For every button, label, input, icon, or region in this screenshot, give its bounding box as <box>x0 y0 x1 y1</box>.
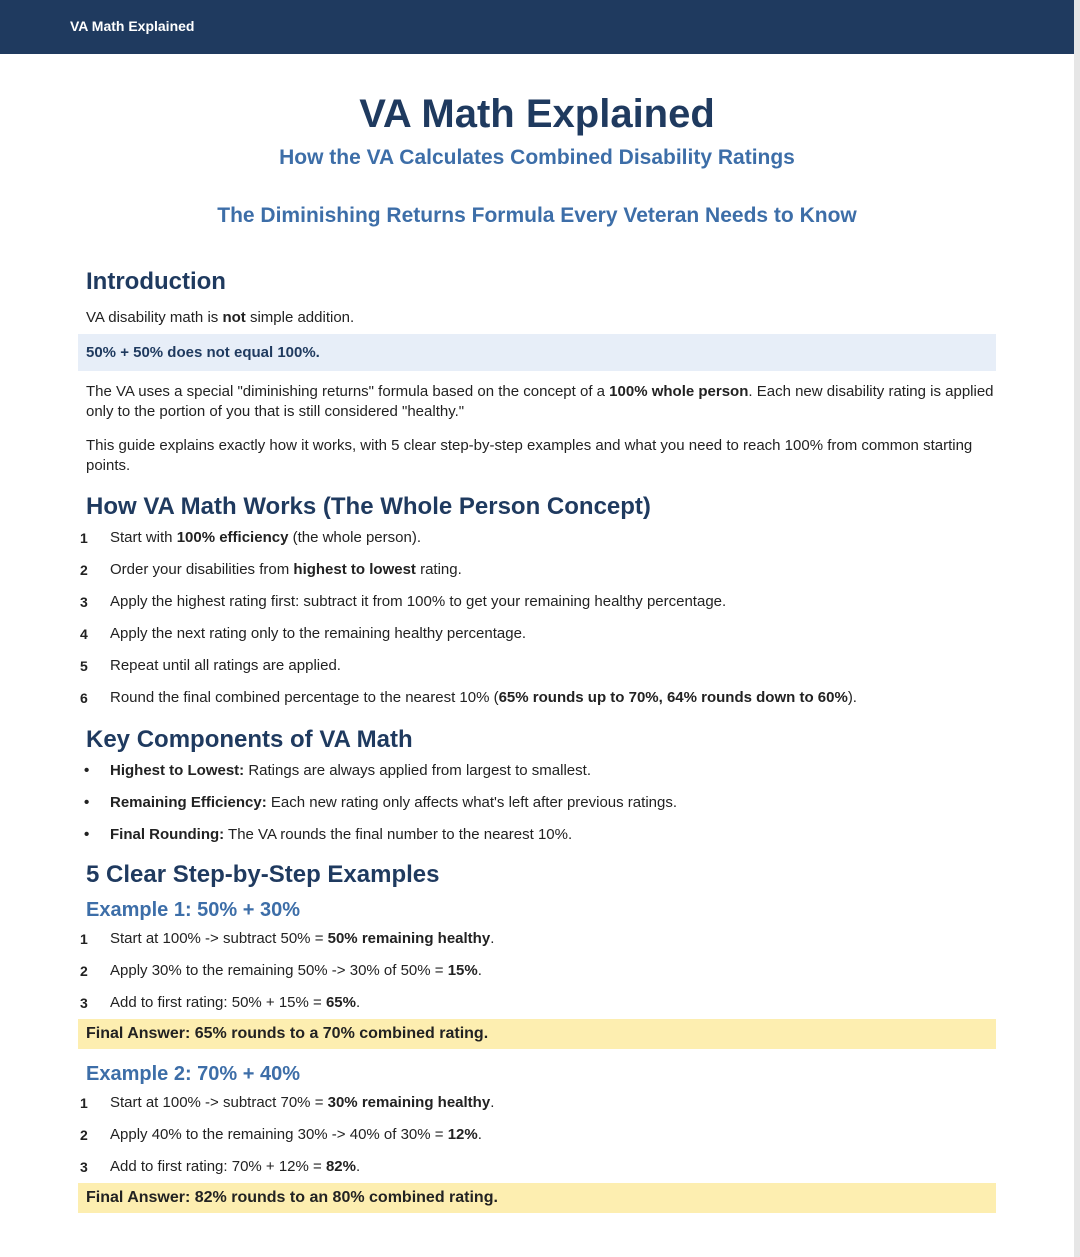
example-steps <box>78 1087 996 1183</box>
step-number: 2 <box>80 963 88 979</box>
step-number: 6 <box>80 690 88 706</box>
component-item: • Final Rounding: The VA rounds the final number to the nearest 10%. <box>78 819 996 851</box>
examples-container <box>78 899 996 1213</box>
example-steps <box>78 923 996 1019</box>
step-number: 5 <box>80 658 88 674</box>
bullet-icon: • <box>84 826 90 843</box>
step-number: 1 <box>80 931 88 947</box>
step-number: 1 <box>80 530 88 546</box>
example-2 <box>78 1063 996 1213</box>
header-brand: VA Math Explained <box>70 18 195 34</box>
final-answer-callout: Final Answer: 82% rounds to an 80% combined rating. <box>78 1183 996 1213</box>
how-step: 1 Start with 100% efficiency (the whole person). <box>78 522 996 554</box>
step-number: 2 <box>80 562 88 578</box>
how-step: 6 Round the final combined percentage to the nearest 10% (65% rounds up to 70%, 64% rounds down to 60%). <box>78 682 996 714</box>
example-step: 3 Add to first rating: 70% + 12% = 82%. <box>78 1151 996 1183</box>
how-step: 5 Repeat until all ratings are applied. <box>78 650 996 682</box>
intro-paragraph-2: The VA uses a special "diminishing returns" formula based on the concept of a 100% whole person. Each new disability rating is applied only to the portion of you that is still considered "healthy." <box>86 383 994 420</box>
step-number: 3 <box>80 995 88 1011</box>
how-heading: How VA Math Works (The Whole Person Concept) <box>86 493 651 520</box>
examples-section <box>78 861 996 1213</box>
intro-line1: VA disability math is not simple addition. <box>86 309 355 326</box>
component-item: • Remaining Efficiency: Each new rating only affects what's left after previous ratings. <box>78 787 996 819</box>
final-answer-callout: Final Answer: 65% rounds to a 70% combined rating. <box>78 1019 996 1049</box>
header-bar <box>0 0 1074 54</box>
example-step: 2 Apply 30% to the remaining 50% -> 30% of 50% = 15%. <box>78 955 996 987</box>
intro-callout: 50% + 50% does not equal 100%. <box>78 334 996 371</box>
bullet-icon: • <box>84 794 90 811</box>
how-step: 2 Order your disabilities from highest to lowest rating. <box>78 554 996 586</box>
components-section <box>78 726 996 851</box>
how-section <box>78 493 996 714</box>
example-step: 3 Add to first rating: 50% + 15% = 65%. <box>78 987 996 1019</box>
intro-section <box>78 268 996 476</box>
bullet-icon: • <box>84 762 90 779</box>
page-title: VA Math Explained <box>359 92 715 136</box>
step-number: 3 <box>80 594 88 610</box>
example-title: Example 2: 70% + 40% <box>86 1063 301 1085</box>
step-number: 3 <box>80 1159 88 1175</box>
intro-paragraph-3: This guide explains exactly how it works, with 5 clear step-by-step examples and what you need to reach 100% from common starting points. <box>86 437 973 474</box>
how-steps-list <box>78 522 996 714</box>
example-1 <box>78 899 996 1049</box>
how-step: 3 Apply the highest rating first: subtract it from 100% to get your remaining healthy percentage. <box>78 586 996 618</box>
document <box>78 54 996 228</box>
page-subtitle: How the VA Calculates Combined Disability Ratings <box>279 146 795 169</box>
step-number: 1 <box>80 1095 88 1111</box>
components-heading: Key Components of VA Math <box>86 726 413 753</box>
example-title: Example 1: 50% + 30% <box>86 899 301 921</box>
page-edge <box>1074 0 1080 1257</box>
step-number: 4 <box>80 626 88 642</box>
step-number: 2 <box>80 1127 88 1143</box>
example-step: 1 Start at 100% -> subtract 50% = 50% remaining healthy. <box>78 923 996 955</box>
components-list <box>78 755 996 851</box>
examples-heading: 5 Clear Step-by-Step Examples <box>86 861 440 888</box>
page-tagline: The Diminishing Returns Formula Every Veteran Needs to Know <box>217 204 857 227</box>
component-item: • Highest to Lowest: Ratings are always applied from largest to smallest. <box>78 755 996 787</box>
example-step: 1 Start at 100% -> subtract 70% = 30% remaining healthy. <box>78 1087 996 1119</box>
example-step: 2 Apply 40% to the remaining 30% -> 40% of 30% = 12%. <box>78 1119 996 1151</box>
intro-heading: Introduction <box>86 268 226 295</box>
how-step: 4 Apply the next rating only to the remaining healthy percentage. <box>78 618 996 650</box>
